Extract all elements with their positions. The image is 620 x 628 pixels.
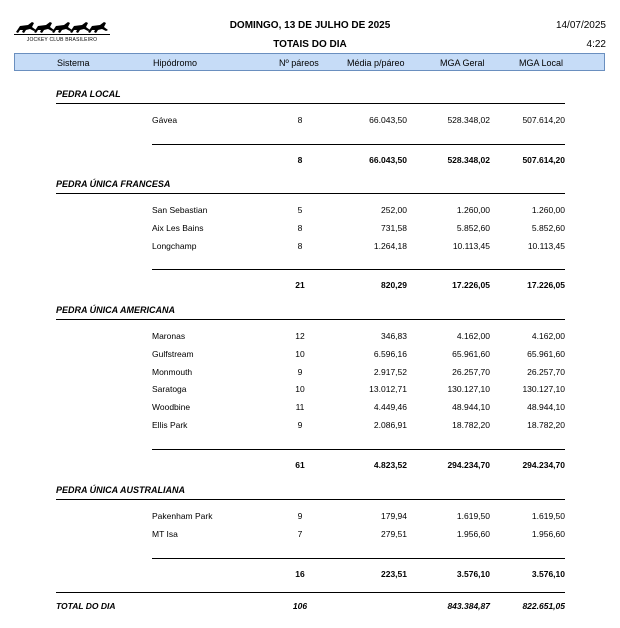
grand-total-mga-geral: 843.384,87 — [447, 601, 490, 611]
row-media: 346,83 — [381, 331, 407, 341]
report-title: DOMINGO, 13 DE JULHO DE 2025 — [229, 20, 391, 31]
row-hipodromo: Maronas — [152, 331, 186, 341]
subtotal-mga-geral: 3.576,10 — [456, 568, 490, 579]
section-title: PEDRA LOCAL — [56, 89, 121, 99]
subtotal-rule — [152, 144, 565, 145]
row-mga-local: 65.961,60 — [527, 348, 565, 359]
section-title-rule — [56, 193, 565, 194]
subtotal-pareos: 61 — [295, 459, 305, 470]
subtotal-mga-geral: 17.226,05 — [452, 280, 490, 291]
row-mga-geral: 10.113,45 — [452, 240, 490, 251]
row-media: 1.264,18 — [373, 240, 407, 251]
row-pareos: 9 — [297, 420, 303, 430]
row-media: 13.012,71 — [369, 384, 407, 395]
report-time: 4:22 — [586, 39, 606, 50]
row-mga-local: 1.260,00 — [531, 205, 565, 215]
row-media: 2.917,52 — [373, 366, 407, 377]
row-hipodromo: Saratoga — [152, 384, 187, 395]
row-pareos: 8 — [297, 115, 303, 125]
row-mga-local: 10.113,45 — [527, 240, 565, 251]
col-mga-local: MGA Local — [519, 58, 564, 68]
row-pareos: 12 — [295, 331, 305, 341]
col-sistema: Sistema — [57, 58, 90, 68]
subtotal-mga-local: 17.226,05 — [527, 280, 565, 291]
subtotal-pareos: 21 — [295, 280, 305, 291]
col-pareos: Nº páreos — [279, 58, 319, 68]
row-media: 4.449,46 — [373, 402, 407, 413]
row-hipodromo: Aix Les Bains — [152, 222, 204, 233]
row-mga-geral: 1.260,00 — [456, 205, 490, 215]
row-mga-local: 18.782,20 — [527, 420, 565, 430]
row-pareos: 9 — [297, 366, 303, 377]
section-title-rule — [56, 499, 565, 500]
row-mga-local: 507.614,20 — [522, 115, 565, 125]
row-mga-geral: 65.961,60 — [452, 348, 490, 359]
subtotal-rule — [152, 558, 565, 559]
row-hipodromo: Ellis Park — [152, 420, 188, 430]
subtotal-media: 820,29 — [381, 280, 407, 291]
row-mga-local: 130.127,10 — [522, 384, 565, 395]
row-media: 2.086,91 — [373, 420, 407, 430]
row-pareos: 5 — [297, 205, 303, 215]
grand-total-mga-local: 822.651,05 — [522, 601, 565, 611]
row-mga-geral: 1.956,60 — [456, 528, 490, 539]
row-media: 731,58 — [381, 222, 407, 233]
row-mga-geral: 26.257,70 — [452, 366, 490, 377]
row-pareos: 11 — [295, 402, 305, 413]
report-date: 14/07/2025 — [555, 20, 606, 31]
row-mga-local: 26.257,70 — [527, 366, 565, 377]
row-mga-geral: 1.619,50 — [456, 511, 490, 521]
subtotal-mga-geral: 294.234,70 — [447, 459, 490, 470]
subtotal-media: 4.823,52 — [373, 459, 407, 470]
row-media: 66.043,50 — [369, 115, 407, 125]
subtotal-rule — [152, 269, 565, 270]
row-pareos: 9 — [297, 511, 303, 521]
row-media: 279,51 — [381, 528, 407, 539]
row-hipodromo: Pakenham Park — [152, 511, 213, 521]
row-pareos: 7 — [297, 528, 303, 539]
row-hipodromo: Woodbine — [152, 402, 191, 413]
section-title-rule — [56, 103, 565, 104]
section-title: PEDRA ÚNICA AUSTRALIANA — [56, 485, 185, 495]
row-mga-geral: 528.348,02 — [447, 115, 490, 125]
subtotal-media: 66.043,50 — [369, 154, 407, 165]
grand-total-pareos: 106 — [292, 601, 308, 611]
row-hipodromo: San Sebastian — [152, 205, 208, 215]
subtotal-mga-local: 507.614,20 — [522, 154, 565, 165]
row-pareos: 8 — [297, 240, 303, 251]
row-mga-local: 48.944,10 — [527, 402, 565, 413]
section-title: PEDRA ÚNICA FRANCESA — [56, 179, 171, 189]
row-mga-local: 4.162,00 — [531, 331, 565, 341]
row-hipodromo: Gulfstream — [152, 348, 194, 359]
row-mga-geral: 48.944,10 — [452, 402, 490, 413]
grand-total-label: TOTAL DO DIA — [56, 601, 116, 611]
section-title: PEDRA ÚNICA AMERICANA — [56, 305, 175, 315]
subtotal-pareos: 16 — [295, 568, 305, 579]
row-pareos: 10 — [295, 384, 305, 395]
row-pareos: 8 — [297, 222, 303, 233]
row-mga-geral: 4.162,00 — [456, 331, 490, 341]
row-hipodromo: Longchamp — [152, 240, 197, 251]
section-title-rule — [56, 319, 565, 320]
grand-total-rule — [56, 592, 565, 593]
col-mga-geral: MGA Geral — [440, 58, 485, 68]
subtotal-mga-local: 294.234,70 — [522, 459, 565, 470]
row-media: 6.596,16 — [373, 348, 407, 359]
subtotal-media: 223,51 — [381, 568, 407, 579]
row-hipodromo: Gávea — [152, 115, 178, 125]
col-hipodromo: Hipódromo — [153, 58, 198, 68]
row-mga-geral: 5.852,60 — [456, 222, 490, 233]
subtotal-pareos: 8 — [297, 154, 303, 165]
report-subtitle: TOTAIS DO DIA — [273, 39, 347, 50]
row-mga-local: 1.619,50 — [531, 511, 565, 521]
subtotal-mga-local: 3.576,10 — [531, 568, 565, 579]
row-media: 252,00 — [381, 205, 407, 215]
subtotal-rule — [152, 449, 565, 450]
row-mga-local: 5.852,60 — [531, 222, 565, 233]
subtotal-mga-geral: 528.348,02 — [447, 154, 490, 165]
row-mga-local: 1.956,60 — [531, 528, 565, 539]
row-hipodromo: MT Isa — [152, 528, 178, 539]
brand-text: JOCKEY CLUB BRASILEIRO — [26, 37, 98, 43]
row-hipodromo: Monmouth — [152, 366, 193, 377]
row-pareos: 10 — [295, 348, 305, 359]
row-mga-geral: 130.127,10 — [447, 384, 490, 395]
col-media: Média p/páreo — [347, 58, 405, 68]
row-mga-geral: 18.782,20 — [452, 420, 490, 430]
row-media: 179,94 — [381, 511, 407, 521]
